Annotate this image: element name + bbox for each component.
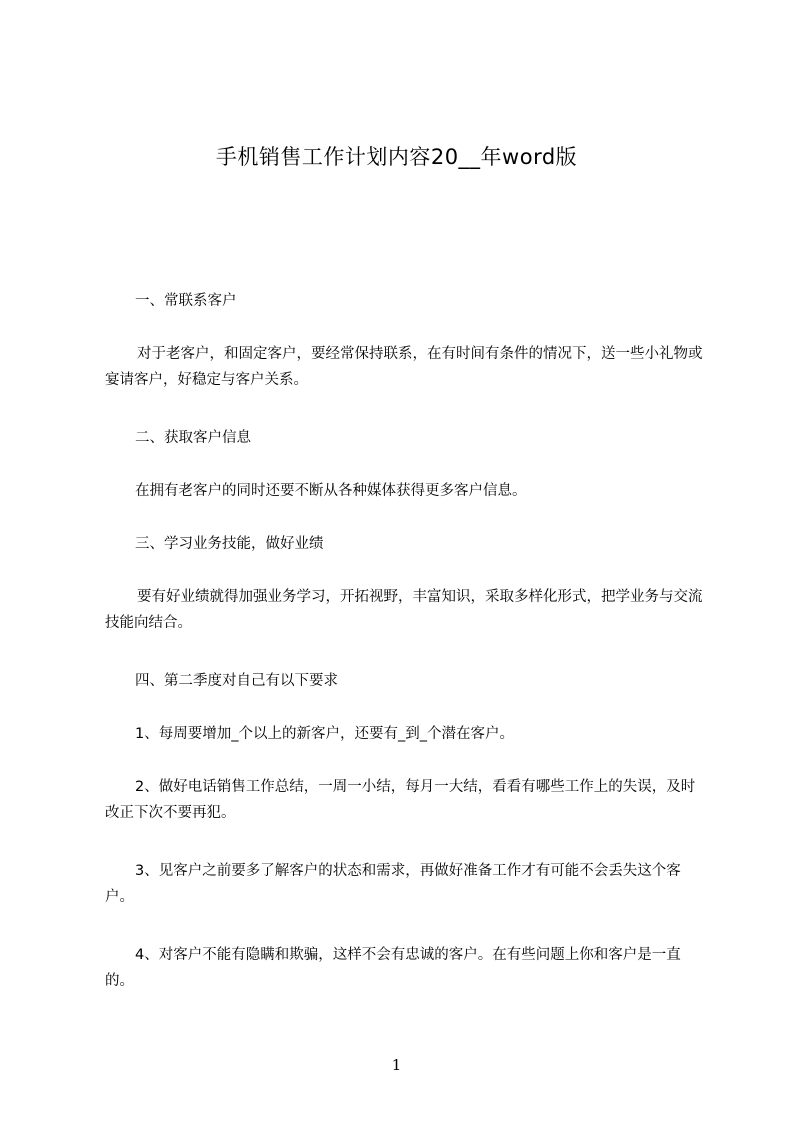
- requirement-item-3: 3、见客户之前要多了解客户的状态和需求，再做好准备工作才有可能不会丢失这个客户。: [105, 863, 681, 905]
- document-title: 手机销售工作计划内容20__年word版: [215, 145, 578, 169]
- requirement-item-4: 4、对客户不能有隐瞒和欺骗，这样不会有忠诚的客户。在有些问题上你和客户是一直的。: [105, 947, 681, 989]
- section-1-heading: 一、常联系客户: [135, 293, 237, 309]
- section-2-heading: 二、获取客户信息: [135, 430, 251, 446]
- section-2-body: 在拥有老客户的同时还要不断从各种媒体获得更多客户信息。: [135, 483, 527, 499]
- section-3-body: 要有好业绩就得加强业务学习，开拓视野，丰富知识，采取多样化形式，把学业务与交流技能向结合。: [105, 589, 703, 631]
- section-3-heading: 三、学习业务技能，做好业绩: [135, 536, 324, 552]
- document-body: [105, 288, 708, 1026]
- requirement-item-2: 2、做好电话销售工作总结，一周一小结，每月一大结，看看有哪些工作上的失误，及时改正下次不要再犯。: [105, 779, 696, 821]
- section-4-heading: 四、第二季度对自己有以下要求: [135, 673, 338, 689]
- requirement-item-1: 1、每周要增加_个以上的新客户，还要有_到_个潜在客户。: [135, 726, 514, 742]
- page-number: 1: [391, 1056, 402, 1074]
- section-1-body: 对于老客户，和固定客户，要经常保持联系，在有时间有条件的情况下，送一些小礼物或宴请客户，好稳定与客户关系。: [105, 346, 703, 388]
